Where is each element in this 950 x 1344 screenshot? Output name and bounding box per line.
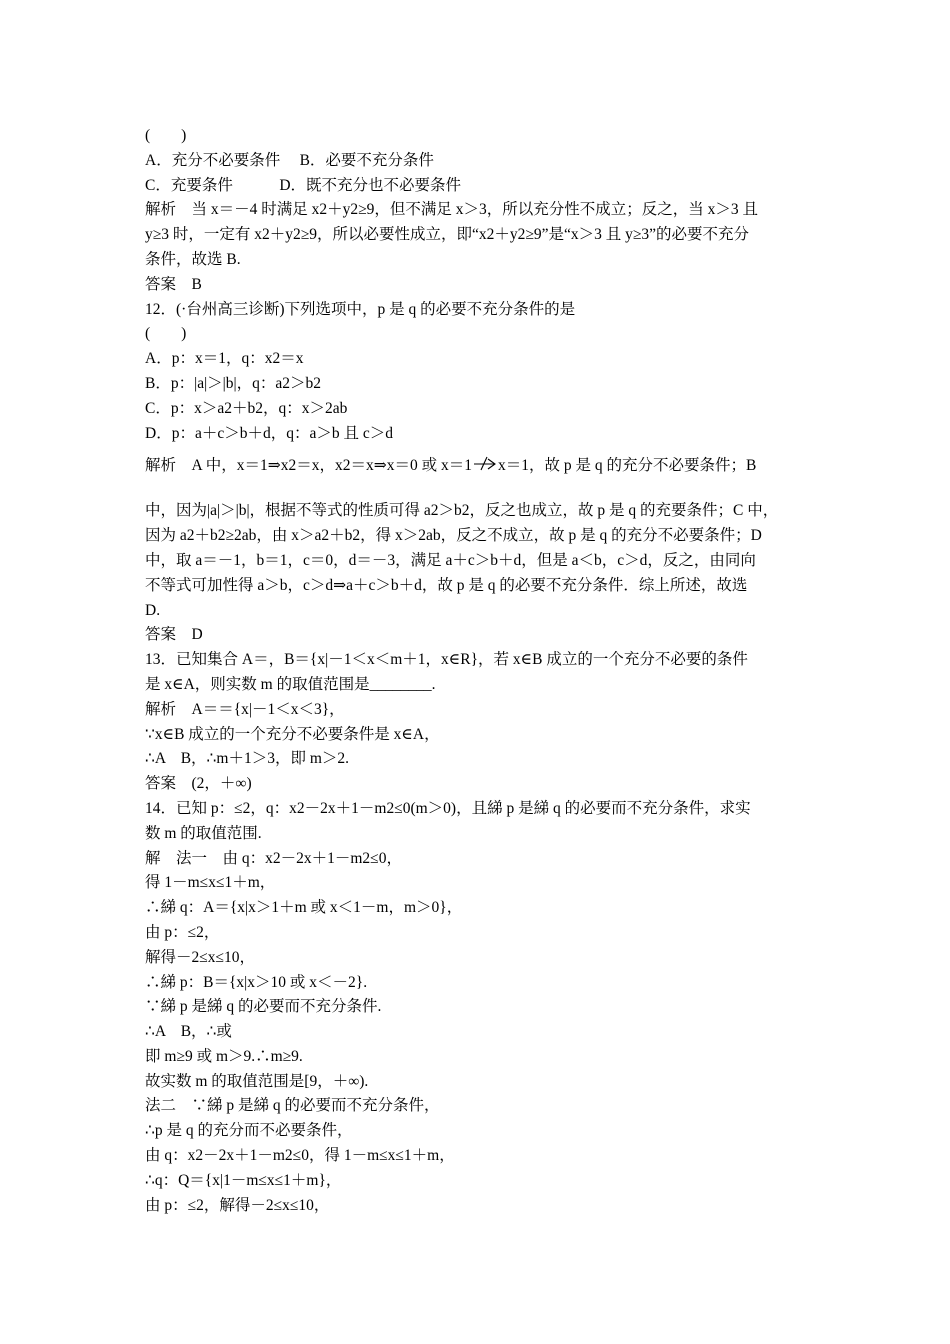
text-line: 12．(·台州高三诊断)下列选项中，p 是 q 的必要不充分条件的是 bbox=[145, 300, 576, 318]
text-line: 由 p：≤2， bbox=[145, 923, 220, 941]
text-line: 答案 B bbox=[145, 275, 202, 293]
text-line: 答案 (2，＋∞) bbox=[145, 775, 252, 793]
text-line: 不等式可加性得 a＞b，c＞d⇒a＋c＞b＋d，故 p 是 q 的必要不充分条件．综上所述，故选 bbox=[145, 576, 748, 594]
text-line: ∴A B，∴m＋1＞3，即 m＞2. bbox=[145, 750, 350, 768]
text-line: 故实数 m 的取值范围是[9，＋∞). bbox=[145, 1072, 369, 1090]
text-line: 条件，故选 B. bbox=[145, 250, 241, 268]
text-line: 数 m 的取值范围. bbox=[145, 824, 262, 842]
document-page bbox=[145, 124, 810, 1218]
text-line: 由 p：≤2，解得－2≤x≤10， bbox=[145, 1196, 330, 1214]
text-line: 答案 D bbox=[145, 626, 203, 644]
text-line: D．p：a＋c＞b＋d，q：a＞b 且 c＞d bbox=[145, 424, 393, 442]
text-line: D. bbox=[145, 601, 161, 619]
text-line: A．p：x＝1，q：x2＝x bbox=[145, 350, 304, 368]
text-line: ∴p 是 q 的充分而不必要条件， bbox=[145, 1122, 353, 1140]
text-line: ∴A B，∴或 bbox=[145, 1023, 232, 1041]
text-line: 得 1－m≤x≤1＋m， bbox=[145, 874, 276, 892]
text-line: 法二 ∵綈 p 是綈 q 的必要而不充分条件， bbox=[145, 1097, 440, 1115]
text-line: ∵x∈B 成立的一个充分不必要条件是 x∈A， bbox=[145, 725, 440, 743]
text-line: A．充分不必要条件 B．必要不充分条件 bbox=[145, 151, 434, 169]
text-line: ( ) bbox=[145, 325, 187, 343]
text-line: 解得－2≤x≤10， bbox=[145, 948, 256, 966]
text-line: ∵綈 p 是綈 q 的必要而不充分条件. bbox=[145, 998, 382, 1016]
text-line: 由 q：x2－2x＋1－m2≤0，得 1－m≤x≤1＋m， bbox=[145, 1147, 455, 1165]
text-line: ∴綈 p：B＝{x|x＞10 或 x＜－2}. bbox=[145, 973, 368, 991]
text-line: 解析 A＝＝{x|－1＜x＜3}， bbox=[145, 700, 345, 718]
text-block-top bbox=[145, 124, 810, 446]
text-line: 中，因为|a|＞|b|，根据不等式的性质可得 a2＞b2，反之也成立，故 p 是 q 的充要条件；C 中， bbox=[145, 502, 779, 520]
text-line: ∴綈 q：A＝{x|x＞1＋m 或 x＜1－m，m＞0}， bbox=[145, 899, 463, 917]
text-line: C．p：x＞a2＋b2，q：x＞2ab bbox=[145, 399, 348, 417]
text-line: 中，取 a＝－1，b＝1，c＝0，d＝－3，满足 a＋c＞b＋d，但是 a＜b，c＞d，反之，由同向 bbox=[145, 551, 756, 569]
text-line: C．充要条件 D．既不充分也不必要条件 bbox=[145, 176, 462, 194]
analysis-line-with-arrow bbox=[145, 446, 810, 489]
text-line: 13．已知集合 A＝，B＝{x|－1＜x＜m＋1，x∈R}，若 x∈B 成立的一个充分不必要的条件 bbox=[145, 651, 748, 669]
analysis-text-b: x＝1，故 p 是 q 的充分不必要条件；B bbox=[497, 457, 757, 475]
analysis-text-a: 解析 A 中，x＝1⇒x2＝x，x2＝x⇒x＝0 或 x＝1 bbox=[145, 457, 472, 475]
text-line: 14．已知 p：≤2，q：x2－2x＋1－m2≤0(m＞0)，且綈 p 是綈 q 的必要而不充分条件，求实 bbox=[145, 799, 751, 817]
text-line: 解析 当 x＝－4 时满足 x2＋y2≥9，但不满足 x＞3，所以充分性不成立；反之，当 x＞3 且 bbox=[145, 201, 759, 219]
text-line: ∴q：Q＝{x|1－m≤x≤1＋m}， bbox=[145, 1171, 342, 1189]
text-block-bottom bbox=[145, 499, 810, 1218]
text-line: 因为 a2＋b2≥2ab，由 x＞a2＋b2，得 x＞2ab，反之不成立，故 p 是 q 的充分不必要条件；D bbox=[145, 527, 762, 545]
text-line: y≥3 时，一定有 x2＋y2≥9，所以必要性成立，即“x2＋y2≥9”是“x＞3 且 y≥3”的必要不充分 bbox=[145, 226, 750, 244]
text-line: ( ) bbox=[145, 127, 187, 144]
text-line: 解 法一 由 q：x2－2x＋1－m2≤0， bbox=[145, 849, 402, 867]
not-implies-arrow-icon bbox=[472, 455, 498, 471]
text-line: 即 m≥9 或 m＞9.∴m≥9. bbox=[145, 1047, 303, 1065]
text-line: 是 x∈A，则实数 m 的取值范围是________. bbox=[145, 675, 436, 693]
text-line: B．p：|a|＞|b|，q：a2＞b2 bbox=[145, 374, 322, 392]
